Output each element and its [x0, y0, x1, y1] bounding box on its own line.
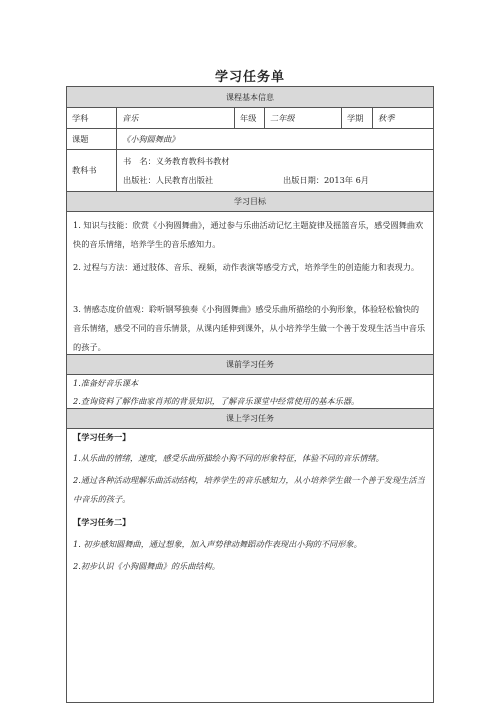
pre-class-header: 课前学习任务	[67, 355, 433, 375]
page-title: 学习任务单	[214, 70, 285, 85]
grade-value: 二年级	[265, 108, 342, 128]
topic-value: 《小狗圆舞曲》	[122, 133, 180, 144]
term-value: 秋季	[378, 112, 395, 123]
textbook-info	[117, 150, 433, 191]
term-label: 学期	[342, 108, 373, 128]
task1-item-1: 1.从乐曲的情绪，速度，感受乐曲所描绘小狗不同的形象特征，体验不同的音乐情绪。	[73, 453, 384, 463]
objective-item-1: 1. 知识与技能：欣赏《小狗圆舞曲》，通过参与乐曲活动记忆主题旋律及摇篮音乐，感受圆舞曲欢快的音乐情绪，培养学生的音乐感知力。	[73, 220, 424, 249]
objectives-body	[67, 212, 433, 355]
publisher: 出版社：人民教育出版社	[123, 175, 214, 185]
task1-item-2: 2.通过各种活动理解乐曲活动结构，培养学生的音乐感知力，从小培养学生做一个善于发现生活当中音乐的孩子。	[73, 475, 425, 504]
pre-class-body	[67, 375, 433, 409]
pre-class-item-1: 1.准备好音乐课本	[73, 378, 139, 388]
task2-label: 【学习任务二】	[73, 517, 131, 527]
grade-label: 年级	[235, 108, 265, 128]
basic-info-header: 课程基本信息	[67, 87, 433, 108]
task-sheet-table	[66, 86, 434, 703]
topic-label: 课题	[67, 129, 117, 149]
textbook-label: 教科书	[67, 150, 117, 191]
in-class-body	[67, 429, 433, 704]
subject-label: 学科	[67, 108, 117, 128]
textbook-row	[67, 150, 433, 192]
pre-class-item-2: 2.查询资料了解作曲家肖邦的背景知识，了解音乐课堂中经常使用的基本乐器。	[73, 396, 360, 406]
book-name: 书 名：义务教育教科书教材	[123, 156, 230, 166]
objective-item-3: 3. 情感态度价值观：聆听钢琴独奏《小狗圆舞曲》感受乐曲所描绘的小狗形象，体验轻松愉快的音乐情绪，感受不同的音乐情景，从课内延伸到课外，从小培养学生做一个善于发现生活当中音乐的孩子。	[73, 304, 426, 352]
in-class-header: 课上学习任务	[67, 409, 433, 429]
publish-date: 出版日期：2013年 6月	[283, 175, 369, 185]
task2-item-1: 1. 初步感知圆舞曲，通过想象，加入声势律动舞蹈动作表现出小狗的不同形象。	[73, 539, 362, 549]
basic-info-row	[67, 108, 433, 129]
objectives-header: 学习目标	[67, 192, 433, 212]
objective-item-2: 2. 过程与方法：通过肢体、音乐、视频，动作表演等感受方式，培养学生的创造能力和表现力。	[73, 262, 420, 272]
task2-item-2: 2.初步认识《小狗圆舞曲》的乐曲结构。	[73, 561, 220, 571]
subject-value: 音乐	[117, 108, 235, 128]
task1-label: 【学习任务一】	[73, 432, 131, 442]
topic-row	[67, 129, 433, 150]
